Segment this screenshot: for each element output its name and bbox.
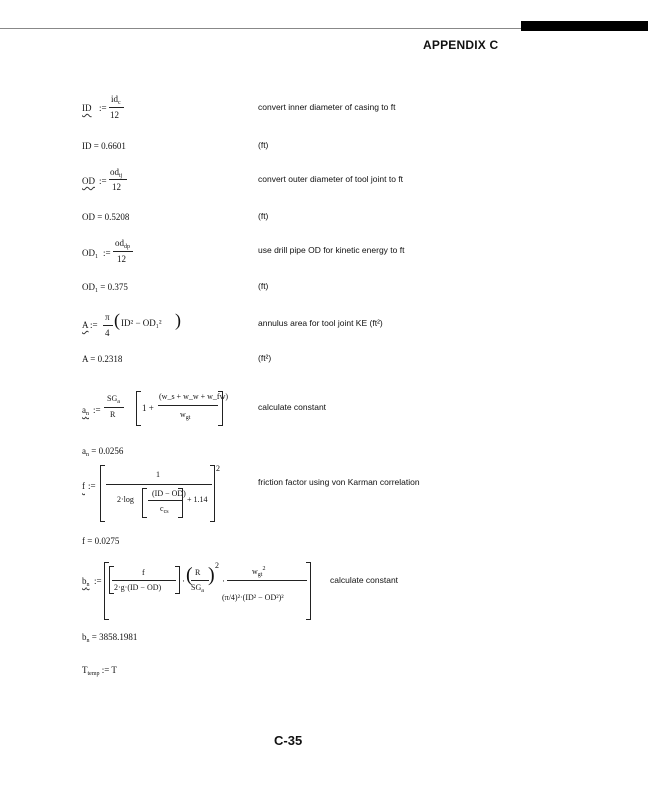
- den-r: R: [110, 410, 116, 419]
- document-page: APPENDIX C ID := $id_c$ 12 convert inner diameter of casing to ft ID = 0.6601 (ft) OD := $od_{tj}$ 12 convert outer diameter of tool joint to ft OD = 0.5208 (ft) $OD_1$ := $od_{dp}$ 12 use drill pipe OD for kinetic energy to ft $OD_1 = 0.375$ (ft) A := π 4 ( ID² − OD₁² ) annulus area for tool joint KE (ft²) A = 0.2318 (ft²) $a_n$ := $SG_a$ R 1 + (w_s + w_w + w_fw) $w_{gt}$ calculate constant $a_n = 0.0256$ f := 1 2·log (ID − OD) $c_{cs}$ + 1.14 2 friction factor using von Karman correlation f = 0.0275 $b_n$ := f 2·g·(ID − OD) · ( R $SG_a$ ) 2 · $w_{gt}^2$ (π/4)²·(ID² − OD²)² calculate constant $b_n = 3858.1981$ $T_{temp}$ := T C-35: [0, 0, 648, 800]
- lhs-an: a: [82, 405, 86, 415]
- value-an-lhs: a: [82, 446, 86, 456]
- comment-friction: friction factor using von Karman correlation: [258, 477, 420, 487]
- num-od1-sub: dp: [124, 244, 130, 250]
- section-header: APPENDIX C: [423, 38, 499, 52]
- value-od1: = 0.375: [100, 282, 128, 292]
- num-sg-sub: a: [117, 399, 120, 405]
- num-od1: od: [115, 238, 124, 248]
- bn-t3-den: (π/4)²·(ID² − OD²)²: [222, 593, 284, 602]
- den-4: 4: [105, 328, 110, 338]
- unit-area: (ft²): [258, 353, 272, 363]
- num-id: id: [111, 94, 119, 104]
- f-den-inner-den: c: [160, 504, 164, 513]
- num-od-sub: tj: [119, 173, 123, 179]
- value-an-lhs-sub: n: [86, 452, 89, 458]
- ttemp-lhs: T: [82, 665, 88, 675]
- lhs-od1: OD: [82, 248, 95, 258]
- f-num: 1: [156, 470, 160, 479]
- lhs-bn-sub: n: [86, 582, 90, 588]
- lhs-an-sub: n: [86, 411, 89, 417]
- lhs-f: f: [82, 481, 85, 491]
- bn-t2-den: SG: [191, 583, 202, 592]
- bn-t3-num: w: [252, 567, 258, 576]
- an-inner-den: w: [180, 410, 186, 419]
- bn-exp: 2: [215, 561, 219, 570]
- unit-od: (ft): [258, 211, 269, 221]
- lhs-a: A: [82, 320, 89, 330]
- f-exp: 2: [216, 464, 220, 473]
- area-body: ID² − OD₁²: [121, 318, 162, 328]
- value-an: = 0.0256: [91, 446, 124, 456]
- value-od1-lhs: OD: [82, 282, 95, 292]
- lhs-od: OD: [82, 176, 95, 186]
- comment-id: convert inner diameter of casing to ft: [258, 102, 396, 112]
- den-12: 12: [117, 254, 126, 264]
- bn-t1-den: 2·g·(ID − OD): [114, 583, 162, 592]
- num-id-sub: c: [118, 100, 121, 106]
- comment-area: annulus area for tool joint KE (ft²): [258, 318, 383, 328]
- lhs-id: ID: [82, 103, 92, 113]
- an-one-plus: 1 +: [142, 403, 154, 413]
- value-od: OD = 0.5208: [82, 212, 130, 222]
- value-bn-lhs-sub: n: [86, 638, 90, 644]
- value-friction: f = 0.0275: [82, 536, 120, 546]
- num-od: od: [110, 167, 119, 177]
- den-12: 12: [110, 110, 119, 120]
- bn-t1-num: f: [142, 568, 145, 577]
- an-inner-num: (w_s + w_w + w_fw): [159, 392, 229, 401]
- page-number: C-35: [274, 733, 303, 748]
- bn-t2-den-sub: a: [201, 588, 204, 594]
- num-pi: π: [105, 312, 110, 322]
- comment-od1: use drill pipe OD for kinetic energy to ft: [258, 245, 405, 255]
- bn-t2-num: R: [195, 568, 201, 577]
- equation-ttemp: [82, 665, 117, 677]
- value-area: A = 0.2318: [82, 354, 123, 364]
- lhs-bn: b: [82, 576, 87, 586]
- value-od1-lhs-sub: 1: [95, 288, 98, 294]
- f-den-plus: + 1.14: [187, 495, 208, 504]
- den-12: 12: [112, 182, 121, 192]
- value-bn: = 3858.1981: [91, 632, 138, 642]
- unit-id: (ft): [258, 140, 269, 150]
- f-den-inner-num: (ID − OD): [152, 489, 186, 498]
- value-bn-lhs: b: [82, 632, 87, 642]
- comment-bn: calculate constant: [330, 575, 399, 585]
- unit-od1: (ft): [258, 281, 269, 291]
- ttemp-rhs: := T: [101, 665, 117, 675]
- f-den-inner-den-sub: cs: [163, 509, 169, 515]
- value-id: ID = 0.6601: [82, 141, 126, 151]
- num-sg: SG: [107, 394, 118, 403]
- ttemp-lhs-sub: temp: [87, 671, 100, 677]
- an-inner-den-sub: gt: [185, 415, 191, 421]
- comment-an: calculate constant: [258, 402, 327, 412]
- f-den-log: 2·log: [117, 495, 134, 504]
- bn-t3-num-sub: gt: [257, 572, 263, 578]
- lhs-od1-sub: 1: [95, 254, 98, 260]
- header-bar: [521, 21, 648, 31]
- comment-od: convert outer diameter of tool joint to ft: [258, 174, 404, 184]
